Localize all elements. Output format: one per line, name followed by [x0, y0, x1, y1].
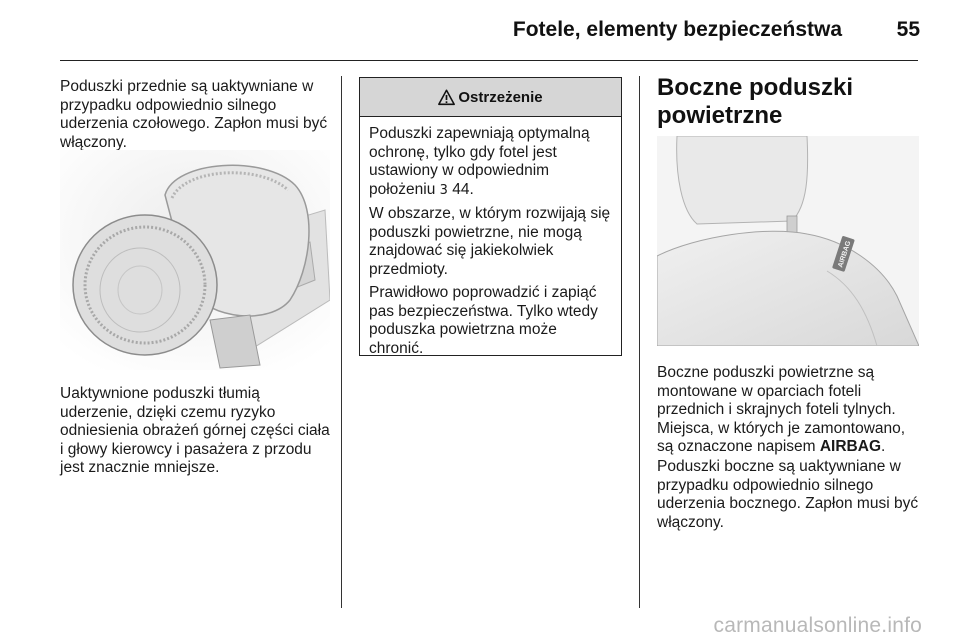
- side-airbag-seat-illustration: [657, 136, 919, 346]
- airbag-term: AIRBAG: [819, 438, 881, 455]
- warning-box: [359, 77, 622, 356]
- seat-airbag-label: AIRBAG: [837, 240, 853, 269]
- warning-body: [360, 117, 621, 358]
- header-rule: [60, 60, 918, 61]
- front-airbag-paragraph: Poduszki przednie są uaktywniane w przypadku odpowiednio silnego uderzenia czołowego. Zapłon musi być włączony.: [60, 78, 328, 151]
- warning-header: [360, 78, 621, 117]
- page-header: [0, 0, 960, 62]
- watermark: carmanualsonline.info: [713, 614, 922, 637]
- front-airbag-illustration: [60, 150, 330, 370]
- header-title: Fotele, elementy bezpieczeństwa: [512, 18, 842, 41]
- side-airbag-activation-paragraph: Poduszki boczne są uaktywniane w przypadku odpowiednio silnego uderzenia bocznego. Zapłon musi być włączony.: [657, 458, 919, 531]
- section-title: Boczne poduszki powietrzne: [657, 74, 854, 129]
- page-number: 55: [896, 18, 920, 41]
- side-airbag-paragraph: Boczne poduszki powietrzne są montowane w oparciach foteli przednich i skrajnych foteli tylnych. Miejsca, w których je zamontowano, są oznaczone napisem AIRBAG.: [657, 364, 906, 455]
- warning-paragraph-3: Prawidłowo poprowadzić i zapiąć pas bezpieczeństwa. Tylko wtedy poduszka powietrzna może chronić.: [369, 284, 598, 357]
- warning-paragraph-1: Poduszki zapewniają optymalną ochronę, tylko gdy fotel jest ustawiony w odpowiednim położeniu 3 44.: [369, 125, 590, 198]
- warning-paragraph-2: W obszarze, w którym rozwijają się poduszki powietrzne, nie mogą znajdować się jakiekolwiek przedmioty.: [369, 205, 611, 278]
- warning-triangle-icon: [438, 89, 455, 106]
- airbag-effect-paragraph: Uaktywnione poduszki tłumią uderzenie, dzięki czemu ryzyko odniesienia obrażeń górnej części ciała i głowy kierowcy i pasażera z przodu jest znacznie mniejsze.: [60, 385, 330, 476]
- page-reference-icon: 3: [439, 182, 448, 198]
- column-divider-left: [341, 76, 342, 608]
- warning-title: Ostrzeżenie: [458, 88, 543, 106]
- column-divider-right: [639, 76, 640, 608]
- page-reference: 44.: [447, 180, 474, 198]
